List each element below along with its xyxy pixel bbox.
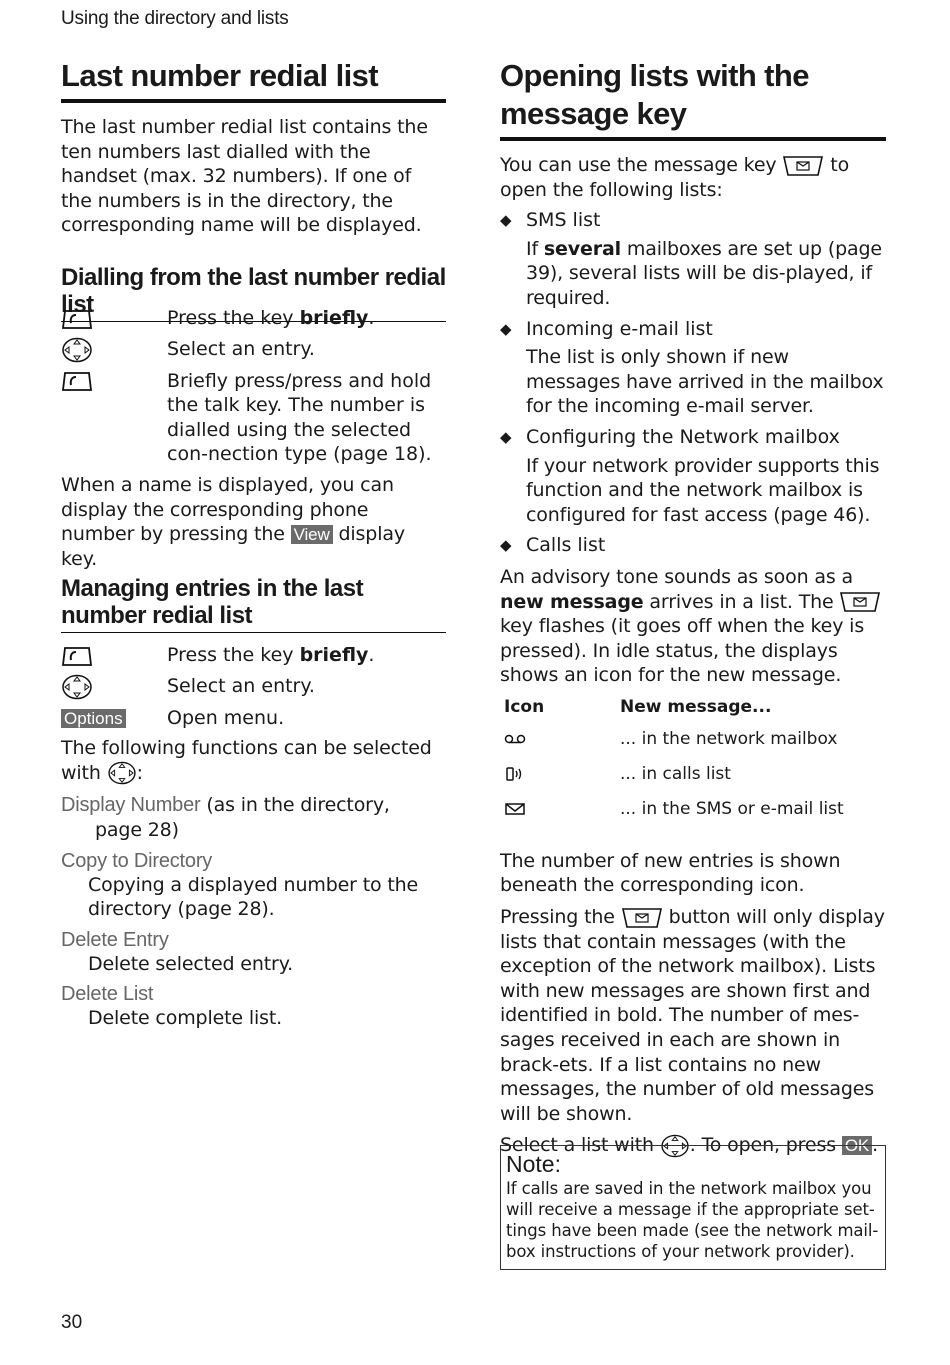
talk-key-icon (61, 645, 93, 667)
step-press-talk: Press the key briefly. (61, 306, 446, 331)
icon-table (500, 692, 886, 827)
view-key-text: When a name is displayed, you can display the corresponding phone number by pressing the View display key. (61, 473, 405, 570)
functions-intro: The following functions can be selected with : (61, 737, 432, 784)
diamond-bullet-icon: ◆ (500, 427, 512, 446)
bullet-sms-list: ◆ SMS list If several mailboxes are set up (page 39), several lists will be dis-played, if required. (500, 209, 882, 309)
view-softkey[interactable]: View (291, 525, 333, 544)
diamond-bullet-icon: ◆ (500, 211, 512, 230)
talk-key-icon (61, 308, 93, 330)
options-softkey[interactable]: Options (61, 709, 126, 728)
redial-intro: The last number redial list contains the ten numbers last dialled with the handset (max. 32 numbers). If one of the numbers is in the directory, the corresponding name will be displayed. (61, 116, 428, 237)
message-key-icon (839, 591, 881, 613)
step-select-entry: Select an entry. (61, 337, 446, 363)
message-key-icon (782, 155, 824, 177)
message-key-icon (621, 907, 663, 929)
control-key-icon (61, 337, 93, 363)
control-key-icon (61, 674, 93, 700)
message-key-intro: You can use the message key to open the following lists: (500, 154, 850, 201)
calls-list-icon (504, 766, 526, 782)
note-body: If calls are saved in the network mailbox you will receive a message if the appropriate set-tings have been made (see the network mail-box instructions of your network provider). (506, 1179, 879, 1261)
bullet-calls-list: ◆ Calls list (500, 534, 606, 557)
menu-item-copy-to-directory[interactable]: Copy to Directory Copying a displayed number to the directory (page 28). (61, 849, 419, 921)
voicemail-icon (504, 733, 526, 745)
menu-item-display-number[interactable]: Display Number (as in the directory, page 28) (61, 794, 390, 841)
section-title-redial: Last number redial list (61, 57, 446, 103)
step-press-talk-2: Press the key briefly. (61, 643, 446, 668)
step-dial: Briefly press/press and hold the talk key. The number is dialled using the selected con-nection type (page 18). (61, 369, 446, 467)
ok-softkey[interactable]: OK (842, 1136, 872, 1155)
menu-item-delete-entry[interactable]: Delete Entry Delete selected entry. (61, 928, 293, 975)
page-number: 30 (61, 1312, 83, 1333)
step-open-menu: Options Open menu. (61, 706, 446, 731)
section-title-message-key: Opening lists with the message key (500, 57, 886, 141)
note-title: Note: (506, 1151, 561, 1177)
running-header: Using the directory and lists (61, 8, 289, 29)
diamond-bullet-icon: ◆ (500, 536, 512, 555)
control-key-icon (107, 761, 137, 785)
note-box (500, 1145, 886, 1270)
bullet-email-list: ◆ Incoming e-mail list The list is only shown if new messages have arrived in the mailbox for the incoming e-mail server. (500, 317, 884, 418)
envelope-icon (504, 802, 526, 816)
pressing-text: Pressing the button will only display lists that contain messages (with the exception of the network mailbox). Lists with new messages are shown first and identified in bold. The number of mes-sages received in each are shown in brack-ets. If a list contains no new messages, the number of old messages will be shown. (500, 906, 885, 1125)
count-text: The number of new entries is shown beneath the corresponding icon. (500, 849, 841, 897)
menu-item-delete-list[interactable]: Delete List Delete complete list. (61, 983, 283, 1030)
bullet-network-mailbox: ◆ Configuring the Network mailbox If your network provider supports this function and the network mailbox is configured for fast access (page 46). (500, 425, 880, 526)
step-select-entry-2: Select an entry. (61, 674, 446, 700)
table-header-row: Icon New message... (504, 696, 772, 717)
select-text: Select a list with . To open, press OK . (500, 1134, 879, 1157)
table-row: ... in the network mailbox (500, 722, 886, 757)
advisory-text: An advisory tone sounds as soon as a new message arrives in a list. The key flashes (it goes off when the key is pressed). In idle status, the displays shows an icon for the new message. (500, 565, 886, 688)
talk-key-icon (61, 370, 93, 392)
table-row: ... in calls list (500, 757, 886, 792)
subheading-dialling: Dialling from the last number redial list (61, 264, 446, 322)
diamond-bullet-icon: ◆ (500, 319, 512, 338)
table-row: ... in the SMS or e-mail list (500, 792, 886, 827)
subheading-managing: Managing entries in the last number redial list (61, 575, 446, 633)
